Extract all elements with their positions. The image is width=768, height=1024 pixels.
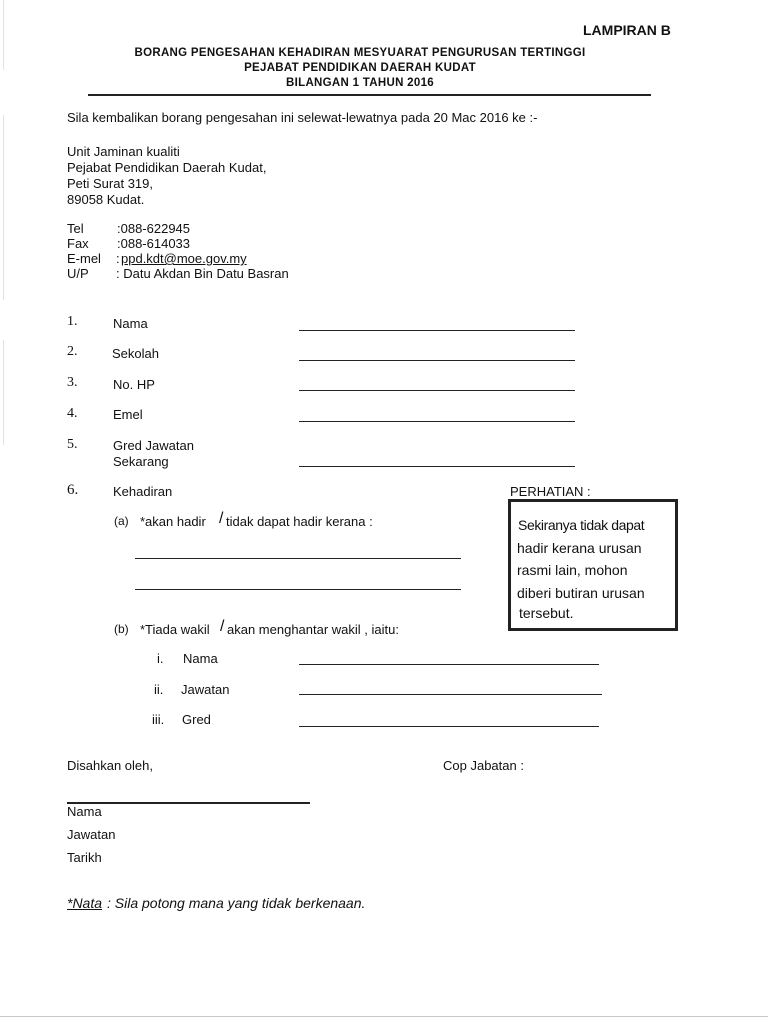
signature-line[interactable] bbox=[67, 802, 310, 804]
field-label-school: Sekolah bbox=[112, 346, 159, 361]
email-prefix: : bbox=[116, 251, 120, 266]
option-b-text-part1: *Tiada wakil bbox=[140, 622, 210, 637]
tel-value: :088-622945 bbox=[117, 221, 191, 236]
rep-position-input-line[interactable] bbox=[299, 694, 602, 695]
option-a-marker: (a) bbox=[114, 514, 129, 528]
address-po-box: Peti Surat 319, bbox=[67, 176, 153, 191]
signatory-date-label: Tarikh bbox=[67, 850, 102, 865]
notice-box bbox=[508, 499, 678, 631]
phone-input-line[interactable] bbox=[299, 390, 575, 391]
field-number: 5. bbox=[67, 437, 78, 452]
note-text: : Sila potong mana yang tidak berkenaan. bbox=[107, 895, 366, 911]
form-title-line2: PEJABAT PENDIDIKAN DAERAH KUDAT bbox=[244, 62, 476, 74]
fax-value: :088-614033 bbox=[117, 236, 191, 251]
rep-field-number: iii. bbox=[152, 712, 165, 727]
notice-heading: PERHATIAN : bbox=[510, 484, 591, 499]
field-label-email: Emel bbox=[113, 407, 143, 422]
field-number: 6. bbox=[67, 482, 79, 498]
grade-input-line[interactable] bbox=[299, 466, 575, 467]
title-rule bbox=[88, 94, 651, 96]
school-input-line[interactable] bbox=[299, 360, 575, 361]
attention-label: U/P bbox=[67, 266, 89, 281]
notice-line: diberi butiran urusan bbox=[517, 585, 645, 601]
field-number: 1. bbox=[67, 314, 78, 329]
notice-line: hadir kerana urusan bbox=[517, 540, 642, 556]
field-label-grade: Gred Jawatan bbox=[113, 438, 194, 453]
attendance-label: Kehadiran bbox=[113, 484, 173, 499]
signatory-position-label: Jawatan bbox=[67, 827, 116, 842]
fax-label: Fax bbox=[67, 236, 89, 251]
rep-field-label-grade: Gred bbox=[182, 712, 211, 727]
email-label: E-mel bbox=[67, 251, 101, 266]
email-link[interactable]: ppd.kdt@moe.gov.my bbox=[121, 251, 247, 266]
field-number: 4. bbox=[67, 406, 78, 421]
email-input-line[interactable] bbox=[299, 421, 575, 422]
field-number: 3. bbox=[67, 375, 78, 390]
tel-label: Tel bbox=[67, 221, 84, 236]
rep-field-number: i. bbox=[157, 651, 164, 666]
scan-edge bbox=[3, 115, 4, 300]
option-a-slash: / bbox=[219, 510, 224, 527]
confirmed-by-label: Disahkan oleh, bbox=[67, 758, 153, 773]
attention-value: : Datu Akdan Bin Datu Basran bbox=[116, 266, 289, 281]
name-input-line[interactable] bbox=[299, 330, 575, 331]
reason-input-line[interactable] bbox=[135, 589, 461, 590]
reason-input-line[interactable] bbox=[135, 558, 461, 559]
address-unit: Unit Jaminan kualiti bbox=[67, 144, 180, 159]
option-b-marker: (b) bbox=[114, 622, 129, 636]
field-label-grade-cont: Sekarang bbox=[113, 454, 169, 469]
signatory-name-label: Nama bbox=[67, 804, 102, 819]
option-b-slash: / bbox=[220, 618, 225, 635]
address-office: Pejabat Pendidikan Daerah Kudat, bbox=[67, 160, 267, 175]
option-b-text-part2: akan menghantar wakil , iaitu: bbox=[227, 622, 399, 637]
page-bottom-rule bbox=[0, 1016, 768, 1017]
scan-edge bbox=[3, 340, 4, 445]
scan-edge bbox=[3, 0, 4, 70]
annex-label: LAMPIRAN B bbox=[583, 22, 671, 38]
rep-field-label-position: Jawatan bbox=[181, 682, 230, 697]
form-title-line3: BILANGAN 1 TAHUN 2016 bbox=[286, 77, 434, 89]
rep-field-label-name: Nama bbox=[183, 651, 218, 666]
address-postcode: 89058 Kudat. bbox=[67, 192, 145, 207]
field-label-name: Nama bbox=[113, 316, 148, 331]
notice-line: Sekiranya tidak dapat bbox=[518, 517, 645, 533]
form-title-line1: BORANG PENGESAHAN KEHADIRAN MESYUARAT PENGURUSAN TERTINGGI bbox=[134, 47, 586, 59]
field-number: 2. bbox=[67, 344, 78, 359]
note-label: *Nata bbox=[67, 895, 103, 911]
option-a-text-part2: tidak dapat hadir kerana : bbox=[226, 514, 373, 529]
return-instruction: Sila kembalikan borang pengesahan ini selewat-lewatnya pada 20 Mac 2016 ke :- bbox=[67, 110, 538, 125]
option-a-text-part1: *akan hadir bbox=[140, 514, 206, 529]
notice-line: tersebut. bbox=[519, 605, 574, 621]
rep-name-input-line[interactable] bbox=[299, 664, 599, 665]
notice-line: rasmi lain, mohon bbox=[517, 562, 628, 578]
department-stamp-label: Cop Jabatan : bbox=[443, 758, 524, 773]
field-label-phone: No. HP bbox=[113, 377, 155, 392]
rep-field-number: ii. bbox=[154, 682, 164, 697]
rep-grade-input-line[interactable] bbox=[299, 726, 599, 727]
